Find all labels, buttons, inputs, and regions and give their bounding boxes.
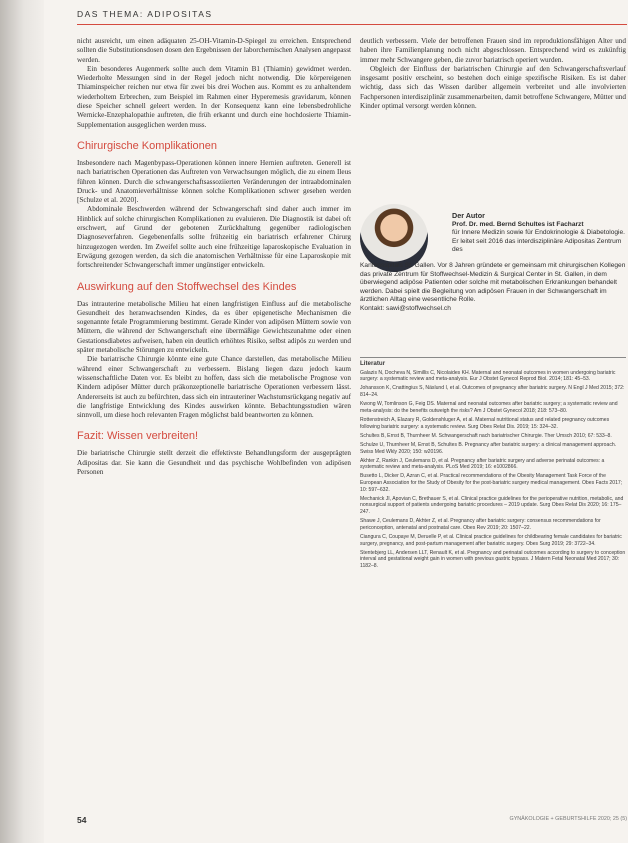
literature-entry: Rottenstreich A, Elazary R, Goldenshluger A, et al. Maternal nutritional status and related pregnancy outcomes following bariatric surgery: a systematic review. Surg Obes Relat Dis. 2019; 15: 324–32. xyxy=(360,416,610,430)
paragraph: Das intrauterine metabolische Milieu hat einen langfristigen Einfluss auf die metabolische Gesundheit des heranwachsenden Kindes, da es über epigenetische Mechanismen die sogenannte fetale Programmierung bestimmt. Gerade Kinder von adipösen Müttern sowie von Müttern, die während der Schwangerschaft eine übermäßige Gewichtszunahme oder einen Gestationsdiabetes aufweisen, haben ein deutlich erhöhtes Risiko, selbst adipös zu werden und später metabolische Störungen zu entwickeln. xyxy=(77,299,351,355)
author-name: Prof. Dr. med. Bernd Schultes ist Facharzt xyxy=(452,220,584,228)
magazine-page xyxy=(44,0,628,843)
page-spine xyxy=(0,0,44,843)
right-column xyxy=(360,37,626,111)
paragraph: Ein besonderes Augenmerk sollte auch dem Vitamin B1 (Thiamin) gewidmet werden. Wiederholte Messungen sind in der Regel jedoch nicht notwendig. Die körpereigenen Thiaminspeicher reichen nur etwa für zwei bis drei Wochen aus. Kommt es zu anhaltendem wiederholtem Erbrechen, zum Beispiel im Rahmen einer Hyperemesis gravidarum, können diese Speicher schnell geleert werden. In der Konsequenz kann eine lebensbedrohliche Wernicke-Enzephalopathie auftreten, die früh erkannt und durch eine hochdosierte Thiamin-Supplementation ausgeglichen werden muss. xyxy=(77,64,351,129)
literature-entry: Schulze U, Thurnheer M, Ernst B, Schultes B. Pregnancy after bariatric surgery: a clinical management approach. Swiss Med Wkly 2020; 150: w20196. xyxy=(360,441,617,455)
literature-entry: Schultes B, Ernst B, Thurnheer M. Schwangerschaft nach bariatrischer Chirurgie. Ther Umsch 2010; 67: 533–8. xyxy=(360,432,612,439)
literature-entry: Johansson K, Cnattingius S, Näslund I, et al. Outcomes of pregnancy after bariatric surgery. N Engl J Med 2015; 372: 814–24. xyxy=(360,385,625,398)
literature-entry: Mechanick JI, Apovian C, Brethauer S, et al. Clinical practice guidelines for the perioperative nutrition, metabolic, and nonsurgical support of patients undergoing bariatric procedures – 2019 update. Surg Obes Relat Dis 2020; 16: 175–247. xyxy=(360,495,624,516)
paragraph: deutlich verbessern. Viele der betroffenen Frauen sind im reproduktionsfähigen Alter und haben ihre Familienplanung noch nicht abgeschlossen. Entsprechend wird es zukünftig immer mehr Schwangere geben, die zuvor bariatrisch operiert wurden. xyxy=(360,37,626,64)
paragraph: Insbesondere nach Magenbypass-Operationen können innere Hernien auftreten. Generell ist nach bariatrischen Operationen das Auftreten von Verwachsungen möglich, die zu einem Ileus führen können. Durch die schwangerschaftsassoziierten Veränderungen der intraabdominalen Druck- und Anatomieverhältnisse können solche Komplikationen schwer gesehen werden [Schulze et al. 2020]. xyxy=(77,158,351,205)
literature-entry: Ciangura C, Coupaye M, Deruelle P, et al. Clinical practice guidelines for childbearing female candidates for bariatric surgery, pregnancy, and post-partum management after bariatric surgery. Obes Surg 2019; 29: 3722–34. xyxy=(360,534,622,547)
paragraph: Die bariatrische Chirurgie könnte eine gute Chance darstellen, das metabolische Milieu während einer Schwangerschaft zu verbessern. Bislang liegen dazu jedoch kaum wissenschaftliche Daten vor. Es bleibt zu hoffen, dass sich die metabolische Prognose von Kindern adipöser Mütter durch präkonzeptionelle bariatrische Operationen verbessern lässt. Andererseits ist auch zu befürchten, dass sich ein intrauteriner Wachstumsrückgang negativ auf die langfristige Entwicklung des Kindes auswirken könnte. Bebachtungsstudien wären sinnvoll, um diese hoch relevanten Fragen möglichst bald beantworten zu können. xyxy=(77,355,351,420)
literature-entry: Kwong W, Tomlinson G, Feig DS. Maternal and neonatal outcomes after bariatric surgery; a systematic review and meta-analysis: do the benefits outweigh the risks? Am J Obstet Gynecol 2018; 218: 573–80. xyxy=(360,401,618,414)
literature-entry: Busetto L, Dicker D, Azran C, et al. Practical recommendations of the Obesity Management Task Force of the European Association for the Study of Obesity for the post-bariatric surgery medical management. Obes Facts 2017; 10: 597–632. xyxy=(360,473,623,493)
left-column xyxy=(77,37,351,477)
literature-entry: Stentebjerg LL, Andersen LLT, Renault K, et al. Pregnancy and perinatal outcomes according to surgery to conception interval and gestational weight gain in women with previous gastric bypass. J Matern Fetal Neonatal Med 2017; 30: 1182–8. xyxy=(360,549,626,569)
author-bio-text: Kantonsspitals St. Gallen. Vor 8 Jahren gründete er gemeinsam mit chirurgischen Kollegen das private Zentrum für Stoffwechsel-Medizin & Surgical Center in St. Gallen, in dem überwiegend adipöse Patienten oder solche mit metabolischen Erkrankungen behandelt werden. Dabei spielt die Begleitung von adipösen Frauen in der Schwangerschaft im ärztlichen Alltag eine wesentliche Rolle. xyxy=(360,262,626,303)
header-rule xyxy=(77,24,627,25)
paragraph: Abdominale Beschwerden während der Schwangerschaft sind daher auch immer im Hinblick auf solche chirurgischen Komplikationen zu evaluieren. Die Diagnostik ist dabei oft erschwert, auf Grund der gebotenen Zurückhaltung gegenüber radiologischen Diagnoseverfahren. Gegebenenfalls sollte frühzeitig ein bariatrisch erfahrener Chirurg hinzugezogen werden. Im Zweifel sollte auch eine frühzeitige laparoskopische Evaluation in Erwägung gezogen werden, da sich die anatomischen Verhältnisse für eine Laparoskopie mit fortschreitender Schwangerschaft immer ungünstiger entwickeln. xyxy=(77,205,351,270)
section-header: DAS THEMA: ADIPOSITAS xyxy=(77,9,213,19)
literature-entry: Galazis N, Docheva N, Simillis C, Nicolaides KH. Maternal and neonatal outcomes in women undergoing bariatric surgery: a systematic review and meta-analysis. Eur J Obstet Gynecol Reprod Biol. 2014; 181: 45–53. xyxy=(360,369,616,383)
author-bio-continued xyxy=(360,262,626,313)
literature-list xyxy=(360,361,626,572)
literature-divider xyxy=(360,357,626,358)
page-number: 54 xyxy=(77,815,87,825)
literature-title: Literatur xyxy=(360,360,386,367)
literature-entry: Akhter Z, Rankin J, Ceulemans D, et al. Pregnancy after bariatric surgery and adverse perinatal outcomes: a systematic review and meta-analysis. PLoS Med 2019; 16: e1002866. xyxy=(360,457,605,471)
journal-citation: GYNÄKOLOGIE + GEBURTSHILFE 2020; 25 (5) xyxy=(509,816,627,822)
paragraph: Die bariatrische Chirurgie stellt derzeit die effektivste Behandlungsform der ausgeprägten Adipositas dar. Sie kann die Gesundheit und das psychische Wohlbefinden von adipösen Personen xyxy=(77,449,351,476)
section-heading: Auswirkung auf den Stoffwechsel des Kindes xyxy=(77,280,297,293)
section-heading: Chirurgische Komplikationen xyxy=(77,139,218,152)
literature-entry: Shawe J, Ceulemans D, Akhter Z, et al. Pregnancy after bariatric surgery: consensus recommendations for periconception, antenatal and postnatal care. Obes Rev 2019; 20: 1507–22. xyxy=(360,518,601,531)
paragraph: Obgleich der Einfluss der bariatrischen Chirurgie auf den Schwangerschaftsverlauf insgesamt positiv erscheint, so bestehen doch einige spezifische Risiken. Es ist daher wichtig, dass sich das Wissen darüber allgemein verbreitet und alle involvierten Fachpersonen interdisziplinär zusammenarbeiten, damit betroffene Schwangere, Mütter und Kinder optimal versorgt werden können. xyxy=(360,64,626,111)
author-info xyxy=(452,212,626,255)
author-label: Der Autor xyxy=(452,211,485,220)
section-heading: Fazit: Wissen verbreiten! xyxy=(77,430,199,443)
paragraph: nicht ausreicht, um einen adäquaten 25-OH-Vitamin-D-Spiegel zu erreichen. Entsprechend sollten die Substitutionsdosen dosen den Ergebnissen der laborchemischen Analysen angepasst werden. xyxy=(77,37,351,64)
author-bio: für Innere Medizin sowie für Endokrinologie & Diabetologie. Er leitet seit 2016 das interdisziplinäre Adipositas Zentrum des xyxy=(452,229,625,253)
author-contact: Kontakt: sawi@stoffwechsel.ch xyxy=(360,304,451,312)
